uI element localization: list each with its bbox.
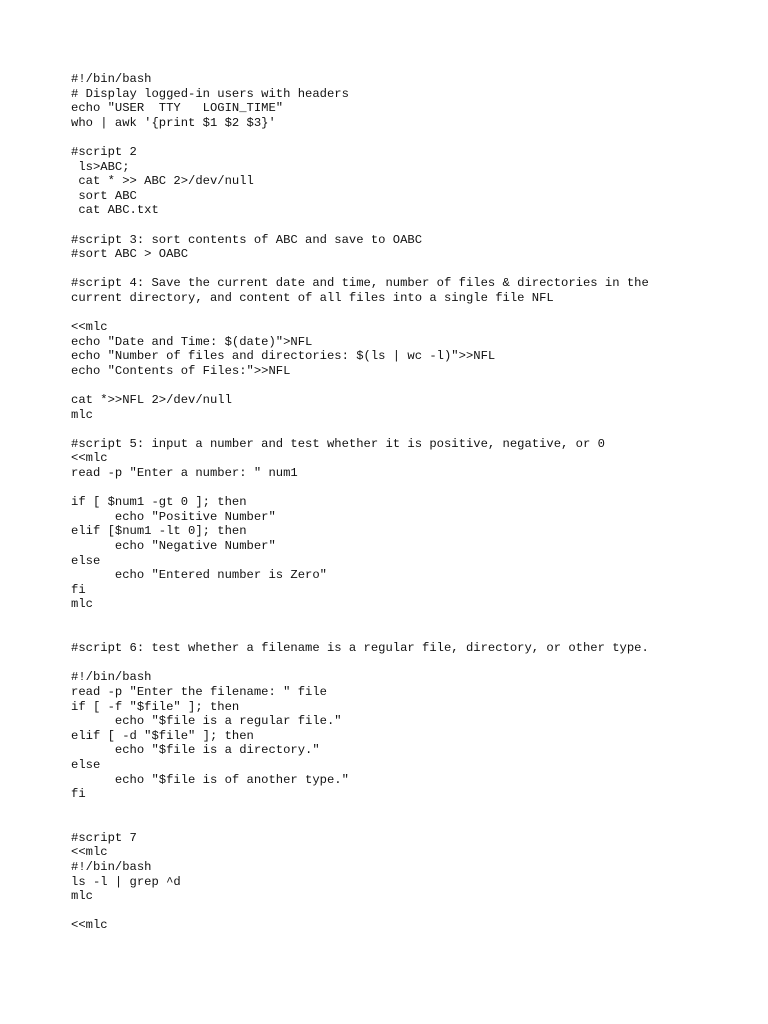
code-line: echo "$file is of another type." xyxy=(71,772,349,787)
code-line xyxy=(71,306,751,321)
code-line: <<mlc xyxy=(71,845,108,860)
code-line: <<mlc xyxy=(71,451,108,466)
code-line: elif [ -d "$file" ]; then xyxy=(71,728,254,743)
code-line: mlc xyxy=(71,407,93,422)
code-line: <<mlc xyxy=(71,320,108,335)
code-line: echo "Positive Number" xyxy=(71,509,276,524)
code-line: #script 7 xyxy=(71,830,137,845)
code-line xyxy=(71,422,751,437)
code-line: echo "Number of files and directories: $(ls | wc -l)">>NFL xyxy=(71,349,496,364)
code-line: echo "$file is a directory." xyxy=(71,743,320,758)
code-line: else xyxy=(71,757,101,772)
code-line xyxy=(71,656,751,671)
code-line: ls -l | grep ^d xyxy=(71,874,181,889)
code-line: mlc xyxy=(71,597,93,612)
code-line: echo "Date and Time: $(date)">NFL xyxy=(71,334,313,349)
code-line: #script 4: Save the current date and time, number of files & directories in the xyxy=(71,276,649,291)
code-line: echo "Entered number is Zero" xyxy=(71,568,327,583)
code-line xyxy=(71,802,751,817)
code-line xyxy=(71,612,751,627)
code-line: current directory, and content of all files into a single file NFL xyxy=(71,290,554,305)
code-line: cat * >> ABC 2>/dev/null xyxy=(71,174,254,189)
code-line: who | awk '{print $1 $2 $3}' xyxy=(71,115,276,130)
code-line: mlc xyxy=(71,889,93,904)
code-line: elif [$num1 -lt 0]; then xyxy=(71,524,247,539)
code-line: if [ -f "$file" ]; then xyxy=(71,699,240,714)
code-line: #script 3: sort contents of ABC and save to OABC xyxy=(71,232,423,247)
code-line: fi xyxy=(71,787,86,802)
code-line xyxy=(71,627,751,642)
code-line: fi xyxy=(71,582,86,597)
code-line: echo "USER TTY LOGIN_TIME" xyxy=(71,101,284,116)
code-line xyxy=(71,218,751,233)
code-line: # Display logged-in users with headers xyxy=(71,86,349,101)
code-line: #script 6: test whether a filename is a regular file, directory, or other type. xyxy=(71,641,649,656)
code-line: else xyxy=(71,553,101,568)
code-line: echo "Contents of Files:">>NFL xyxy=(71,363,291,378)
shell-script-text xyxy=(71,72,751,933)
code-line: read -p "Enter a number: " num1 xyxy=(71,466,298,481)
code-line: if [ $num1 -gt 0 ]; then xyxy=(71,495,247,510)
code-line xyxy=(71,481,751,496)
code-line: echo "$file is a regular file." xyxy=(71,714,342,729)
code-line: ls>ABC; xyxy=(71,159,130,174)
code-line: cat ABC.txt xyxy=(71,203,159,218)
code-line: <<mlc xyxy=(71,918,108,933)
code-line: #script 2 xyxy=(71,144,137,159)
code-line xyxy=(71,904,751,919)
code-line: sort ABC xyxy=(71,188,137,203)
code-line: echo "Negative Number" xyxy=(71,539,276,553)
code-line xyxy=(71,262,751,277)
code-line xyxy=(71,130,751,145)
code-line xyxy=(71,378,751,393)
code-line: #sort ABC > OABC xyxy=(71,247,189,262)
code-line: #script 5: input a number and test whether it is positive, negative, or 0 xyxy=(71,436,605,451)
code-line: #!/bin/bash xyxy=(71,860,152,875)
code-line: #!/bin/bash xyxy=(71,72,152,86)
code-line: cat *>>NFL 2>/dev/null xyxy=(71,393,232,408)
code-line: #!/bin/bash xyxy=(71,670,152,685)
code-line xyxy=(71,816,751,831)
code-line: read -p "Enter the filename: " file xyxy=(71,684,327,699)
